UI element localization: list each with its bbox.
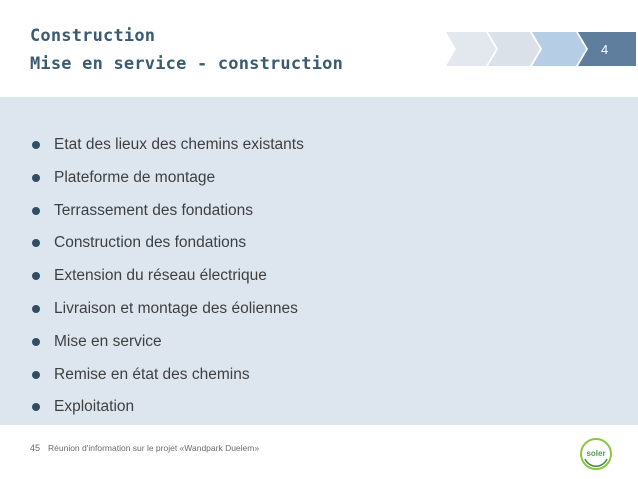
progress-step-1 [446, 32, 496, 66]
logo-text: soler [586, 449, 606, 458]
page-number: 45 [30, 443, 41, 453]
bullet-item: Livraison et montage des éoliennes [32, 297, 304, 330]
bullet-dot-icon [32, 305, 40, 313]
bullet-item: Plateforme de montage [32, 166, 304, 199]
soler-logo-icon [579, 437, 613, 471]
slide-content [0, 97, 638, 425]
bullet-dot-icon [32, 239, 40, 247]
bullet-item: Exploitation [32, 395, 304, 428]
progress-chevrons [440, 32, 636, 66]
bullet-item: Etat des lieux des chemins existants [32, 133, 304, 166]
slide-title: Construction [30, 26, 156, 46]
bullet-item: Remise en état des chemins [32, 363, 304, 396]
bullet-dot-icon [32, 338, 40, 346]
footer-text: Réunion d'information sur le projet «Wandpark Duelem» [48, 443, 260, 453]
bullet-dot-icon [32, 141, 40, 149]
bullet-item: Terrassement des fondations [32, 199, 304, 232]
bullet-dot-icon [32, 371, 40, 379]
slide-header [0, 0, 638, 97]
bullet-dot-icon [32, 272, 40, 280]
slide-subtitle: Mise en service - construction [30, 54, 344, 74]
progress-step-3 [532, 32, 586, 66]
slide-footer [0, 425, 638, 479]
progress-step-number: 4 [601, 42, 609, 57]
bullet-item: Extension du réseau électrique [32, 264, 304, 297]
bullet-item: Mise en service [32, 330, 304, 363]
bullet-dot-icon [32, 174, 40, 182]
bullet-dot-icon [32, 207, 40, 215]
bullet-dot-icon [32, 403, 40, 411]
bullet-item: Construction des fondations [32, 231, 304, 264]
bullet-list [32, 133, 304, 428]
